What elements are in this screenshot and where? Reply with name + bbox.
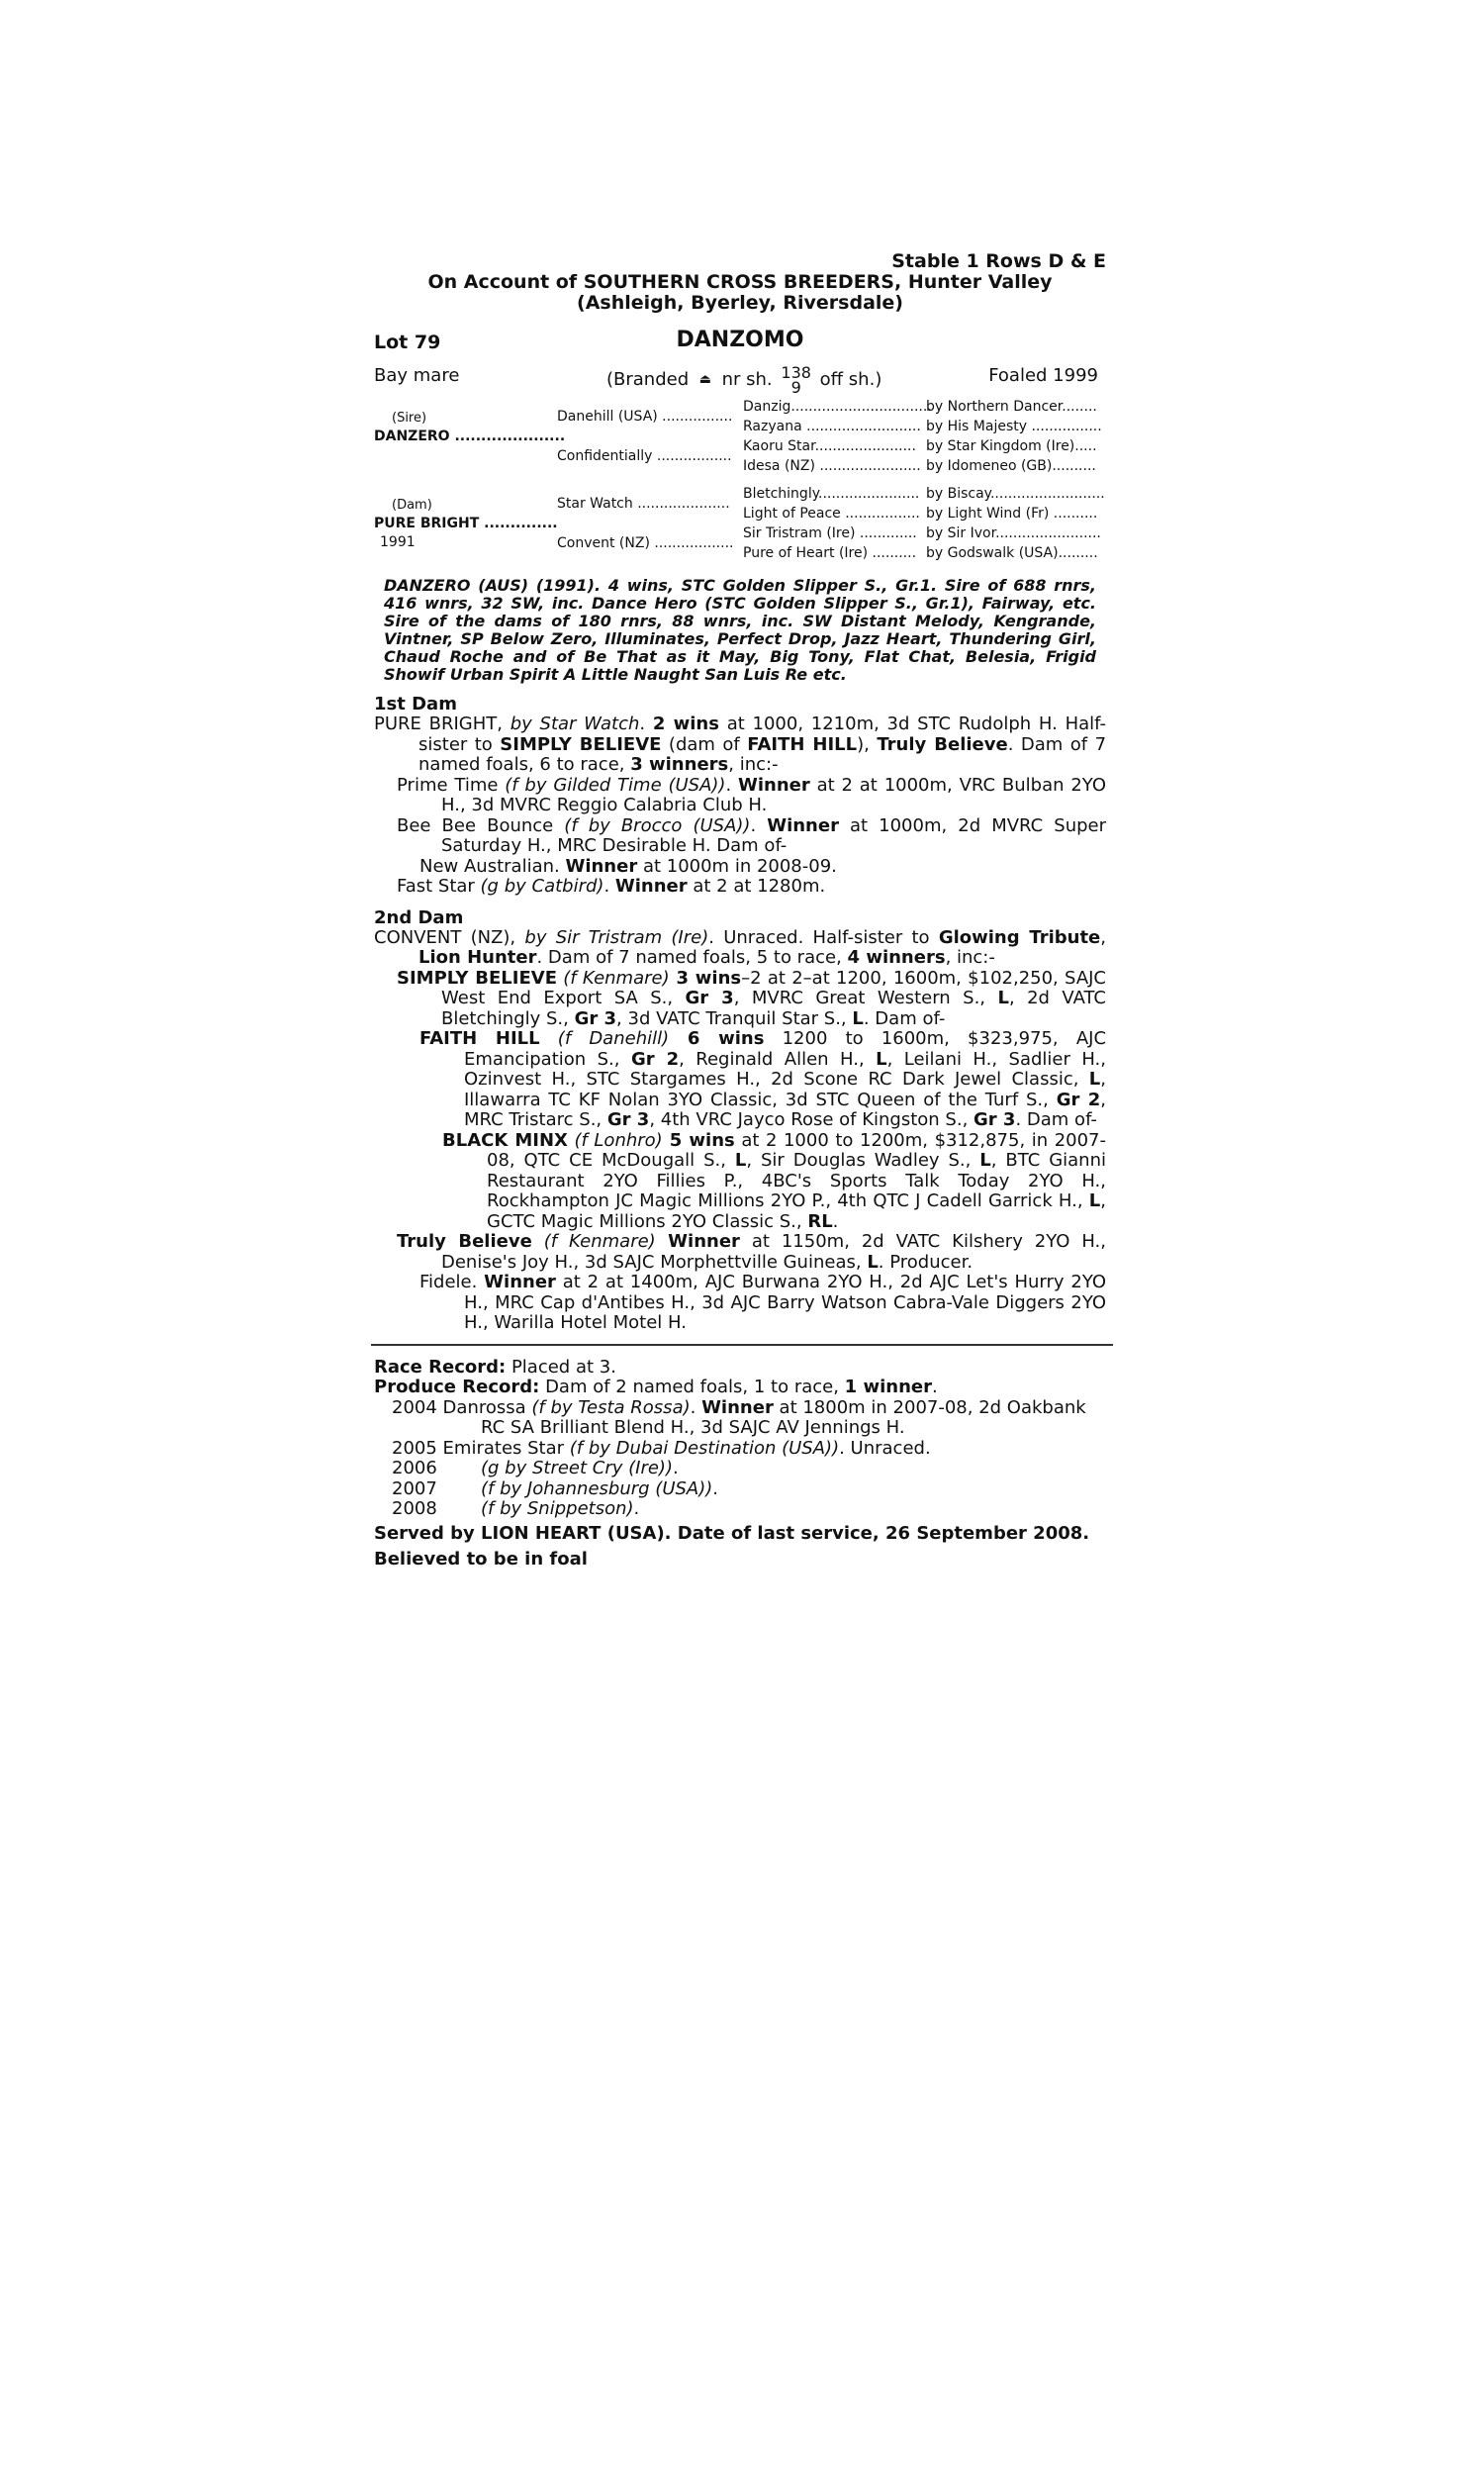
progeny-entry: New Australian. Winner at 1000m in 2008-09.: [419, 855, 837, 877]
progeny-entry: Fast Star (g by Catbird). Winner at 2 at 1280m.: [397, 876, 826, 897]
vendor-account: On Account of SOUTHERN CROSS BREEDERS, Hunter Valley: [427, 271, 1053, 293]
lot-row: [374, 328, 1106, 355]
pedigree-g3: by Sir Ivor........................: [926, 525, 1101, 541]
color-sex: Bay mare: [374, 365, 460, 386]
pedigree-g1: Star Watch .....................: [557, 496, 730, 512]
sire-name: DANZERO .....................: [374, 428, 566, 444]
second-dam-title: 2nd Dam: [374, 906, 464, 928]
foal-status: Believed to be in foal: [374, 1548, 588, 1570]
vendor-properties: (Ashleigh, Byerley, Riversdale): [577, 292, 903, 314]
brand-near: nr sh.: [721, 369, 773, 390]
stable-location: Stable 1 Rows D & E: [891, 250, 1106, 272]
pedigree-g2: Danzig................................: [743, 399, 932, 415]
foaled-year: Foaled 1999: [988, 365, 1098, 386]
pedigree-g2: Pure of Heart (Ire) ..........: [743, 545, 917, 561]
second-dam-paragraph: CONVENT (NZ), by Sir Tristram (Ire). Unraced. Half-sister to Glowing Tribute, Lion Hunter. Dam of 7 named foals, 5 to race, 4 winners, inc:-: [374, 926, 1106, 968]
horse-name: DANZOMO: [676, 328, 804, 352]
pedigree-g2: Bletchingly.......................: [743, 486, 920, 502]
lot-number: Lot 79: [374, 332, 441, 353]
progeny-entry: Bee Bee Bounce (f by Brocco (USA)). Winner at 1000m, 2d MVRC Super Saturday H., MRC Desirable H. Dam of-: [397, 814, 1106, 856]
produce-entry: 2008 (f by Snippetson).: [392, 1498, 640, 1519]
brand-off: off sh.): [819, 369, 882, 390]
progeny-entry: SIMPLY BELIEVE (f Kenmare) 3 wins–2 at 2–at 1200, 1600m, $102,250, SAJC West End Export SA S., Gr 3, MVRC Great Western S., L, 2d VATC Bletchingly S., Gr 3, 3d VATC Tranquil Star S., L. Dam of-: [397, 967, 1107, 1029]
dam-year: 1991: [380, 534, 416, 550]
pedigree-g3: by Light Wind (Fr) ..........: [926, 506, 1098, 522]
pedigree-g1: Convent (NZ) ..................: [557, 535, 734, 551]
pedigree-g3: by Godswalk (USA).........: [926, 545, 1098, 561]
progeny-entry: Truly Believe (f Kenmare) Winner at 1150m, 2d VATC Kilshery 2YO H., Denise's Joy H., 3d SAJC Morphettville Guineas, L. Producer.: [397, 1231, 1106, 1273]
pedigree-g2: Light of Peace .................: [743, 506, 920, 522]
race-record: Race Record: Placed at 3.: [374, 1356, 616, 1378]
pedigree-g3: by Biscay..........................: [926, 486, 1105, 502]
progeny-entry: BLACK MINX (f Lonhro) 5 wins at 2 1000 to 1200m, $312,875, in 2007-08, QTC CE McDougall S., L, Sir Douglas Wadley S., L, BTC Gianni Restaurant 2YO Fillies P., 4BC's Sports Talk Today 2YO H., Rockhampton JC Magic Millions 2YO P., 4th QTC J Cadell Garrick H., L, GCTC Magic Millions 2YO Classic S., RL.: [442, 1129, 1106, 1232]
horse-details: [374, 355, 1106, 395]
pedigree-g2: Razyana ..........................: [743, 419, 921, 434]
progeny-entry: FAITH HILL (f Danehill) 6 wins 1200 to 1600m, $323,975, AJC Emancipation S., Gr 2, Reginald Allen H., L, Leilani H., Sadlier H., Ozinvest H., STC Stargames H., 2d Scone RC Dark Jewel Classic, L, Illawarra TC KF Nolan 3YO Classic, 3d STC Queen of the Turf S., Gr 2, MRC Tristarc S., Gr 3, 4th VRC Jayco Rose of Kingston S., Gr 3. Dam of-: [419, 1028, 1107, 1130]
brand-num-bottom: 9: [790, 378, 801, 397]
produce-entry: 2006 (g by Street Cry (Ire)).: [392, 1458, 679, 1478]
pedigree-table: [374, 399, 1106, 567]
pedigree-g3: by Star Kingdom (Ire).....: [926, 438, 1097, 454]
brand-info: [606, 365, 881, 395]
first-dam-title: 1st Dam: [374, 694, 457, 714]
first-dam-paragraph: PURE BRIGHT, by Star Watch. 2 wins at 1000, 1210m, 3d STC Rudolph H. Half-sister to SIMPLY BELIEVE (dam of FAITH HILL), Truly Believe. Dam of 7 named foals, 6 to race, 3 winners, inc:-: [374, 714, 1107, 775]
progeny-entry: Fidele. Winner at 2 at 1400m, AJC Burwana 2YO H., 2d AJC Let's Hurry 2YO H., MRC Cap d'Antibes H., 3d AJC Barry Watson Cabra-Vale Diggers 2YO H., Warilla Hotel Motel H.: [419, 1272, 1106, 1333]
brand-symbol-icon: ⏏: [698, 372, 712, 387]
pedigree-g2: Kaoru Star.......................: [743, 438, 916, 454]
produce-entry: 2007 (f by Johannesburg (USA)).: [392, 1477, 719, 1499]
dam-label: (Dam): [392, 498, 432, 513]
brand-num-top: 138: [781, 363, 811, 382]
pedigree-g2: Idesa (NZ) .......................: [743, 458, 921, 474]
sire-summary: DANZERO (AUS) (1991). 4 wins, STC Golden Slipper S., Gr.1. Sire of 688 rnrs, 416 wnrs, 32 SW, inc. Dance Hero (STC Golden Slipper S., Gr.1), Fairway, etc. Sire of the dams of 180 rnrs, 88 wnrs, inc. SW Distant Melody, Kengrande, Vintner, SP Below Zero, Illuminates, Perfect Drop, Jazz Heart, Thundering Girl, Chaud Roche and of Be That as it May, Big Tony, Flat Chat, Belesia, Frigid Showif Urban Spirit A Little Naught San Luis Re etc.: [384, 576, 1096, 684]
pedigree-g2: Sir Tristram (Ire) .............: [743, 525, 917, 541]
pedigree-g1: Confidentially .................: [557, 448, 732, 464]
brand-prefix: (Branded: [606, 369, 690, 390]
sire-label: (Sire): [392, 411, 427, 426]
pedigree-g3: by Northern Dancer........: [926, 399, 1097, 415]
dam-name: PURE BRIGHT ..............: [374, 516, 558, 531]
brand-number: [781, 365, 811, 395]
produce-record: Produce Record: Dam of 2 named foals, 1 to race, 1 winner.: [374, 1377, 938, 1397]
section-divider: [371, 1344, 1113, 1346]
produce-entry: 2005 Emirates Star (f by Dubai Destination (USA)). Unraced.: [392, 1437, 931, 1459]
pedigree-g3: by Idomeneo (GB)..........: [926, 458, 1096, 474]
service-note: Served by LION HEART (USA). Date of last service, 26 September 2008.: [374, 1522, 1090, 1544]
progeny-entry: Prime Time (f by Gilded Time (USA)). Winner at 2 at 1000m, VRC Bulban 2YO H., 3d MVRC Reggio Calabria Club H.: [397, 774, 1106, 815]
produce-entry: 2004 Danrossa (f by Testa Rossa). Winner at 1800m in 2007-08, 2d Oakbank RC SA Brilliant Blend H., 3d SAJC AV Jennings H.: [392, 1396, 1086, 1438]
pedigree-g1: Danehill (USA) ................: [557, 409, 733, 425]
pedigree-g3: by His Majesty ................: [926, 419, 1102, 434]
catalogue-page: [374, 251, 1106, 1571]
